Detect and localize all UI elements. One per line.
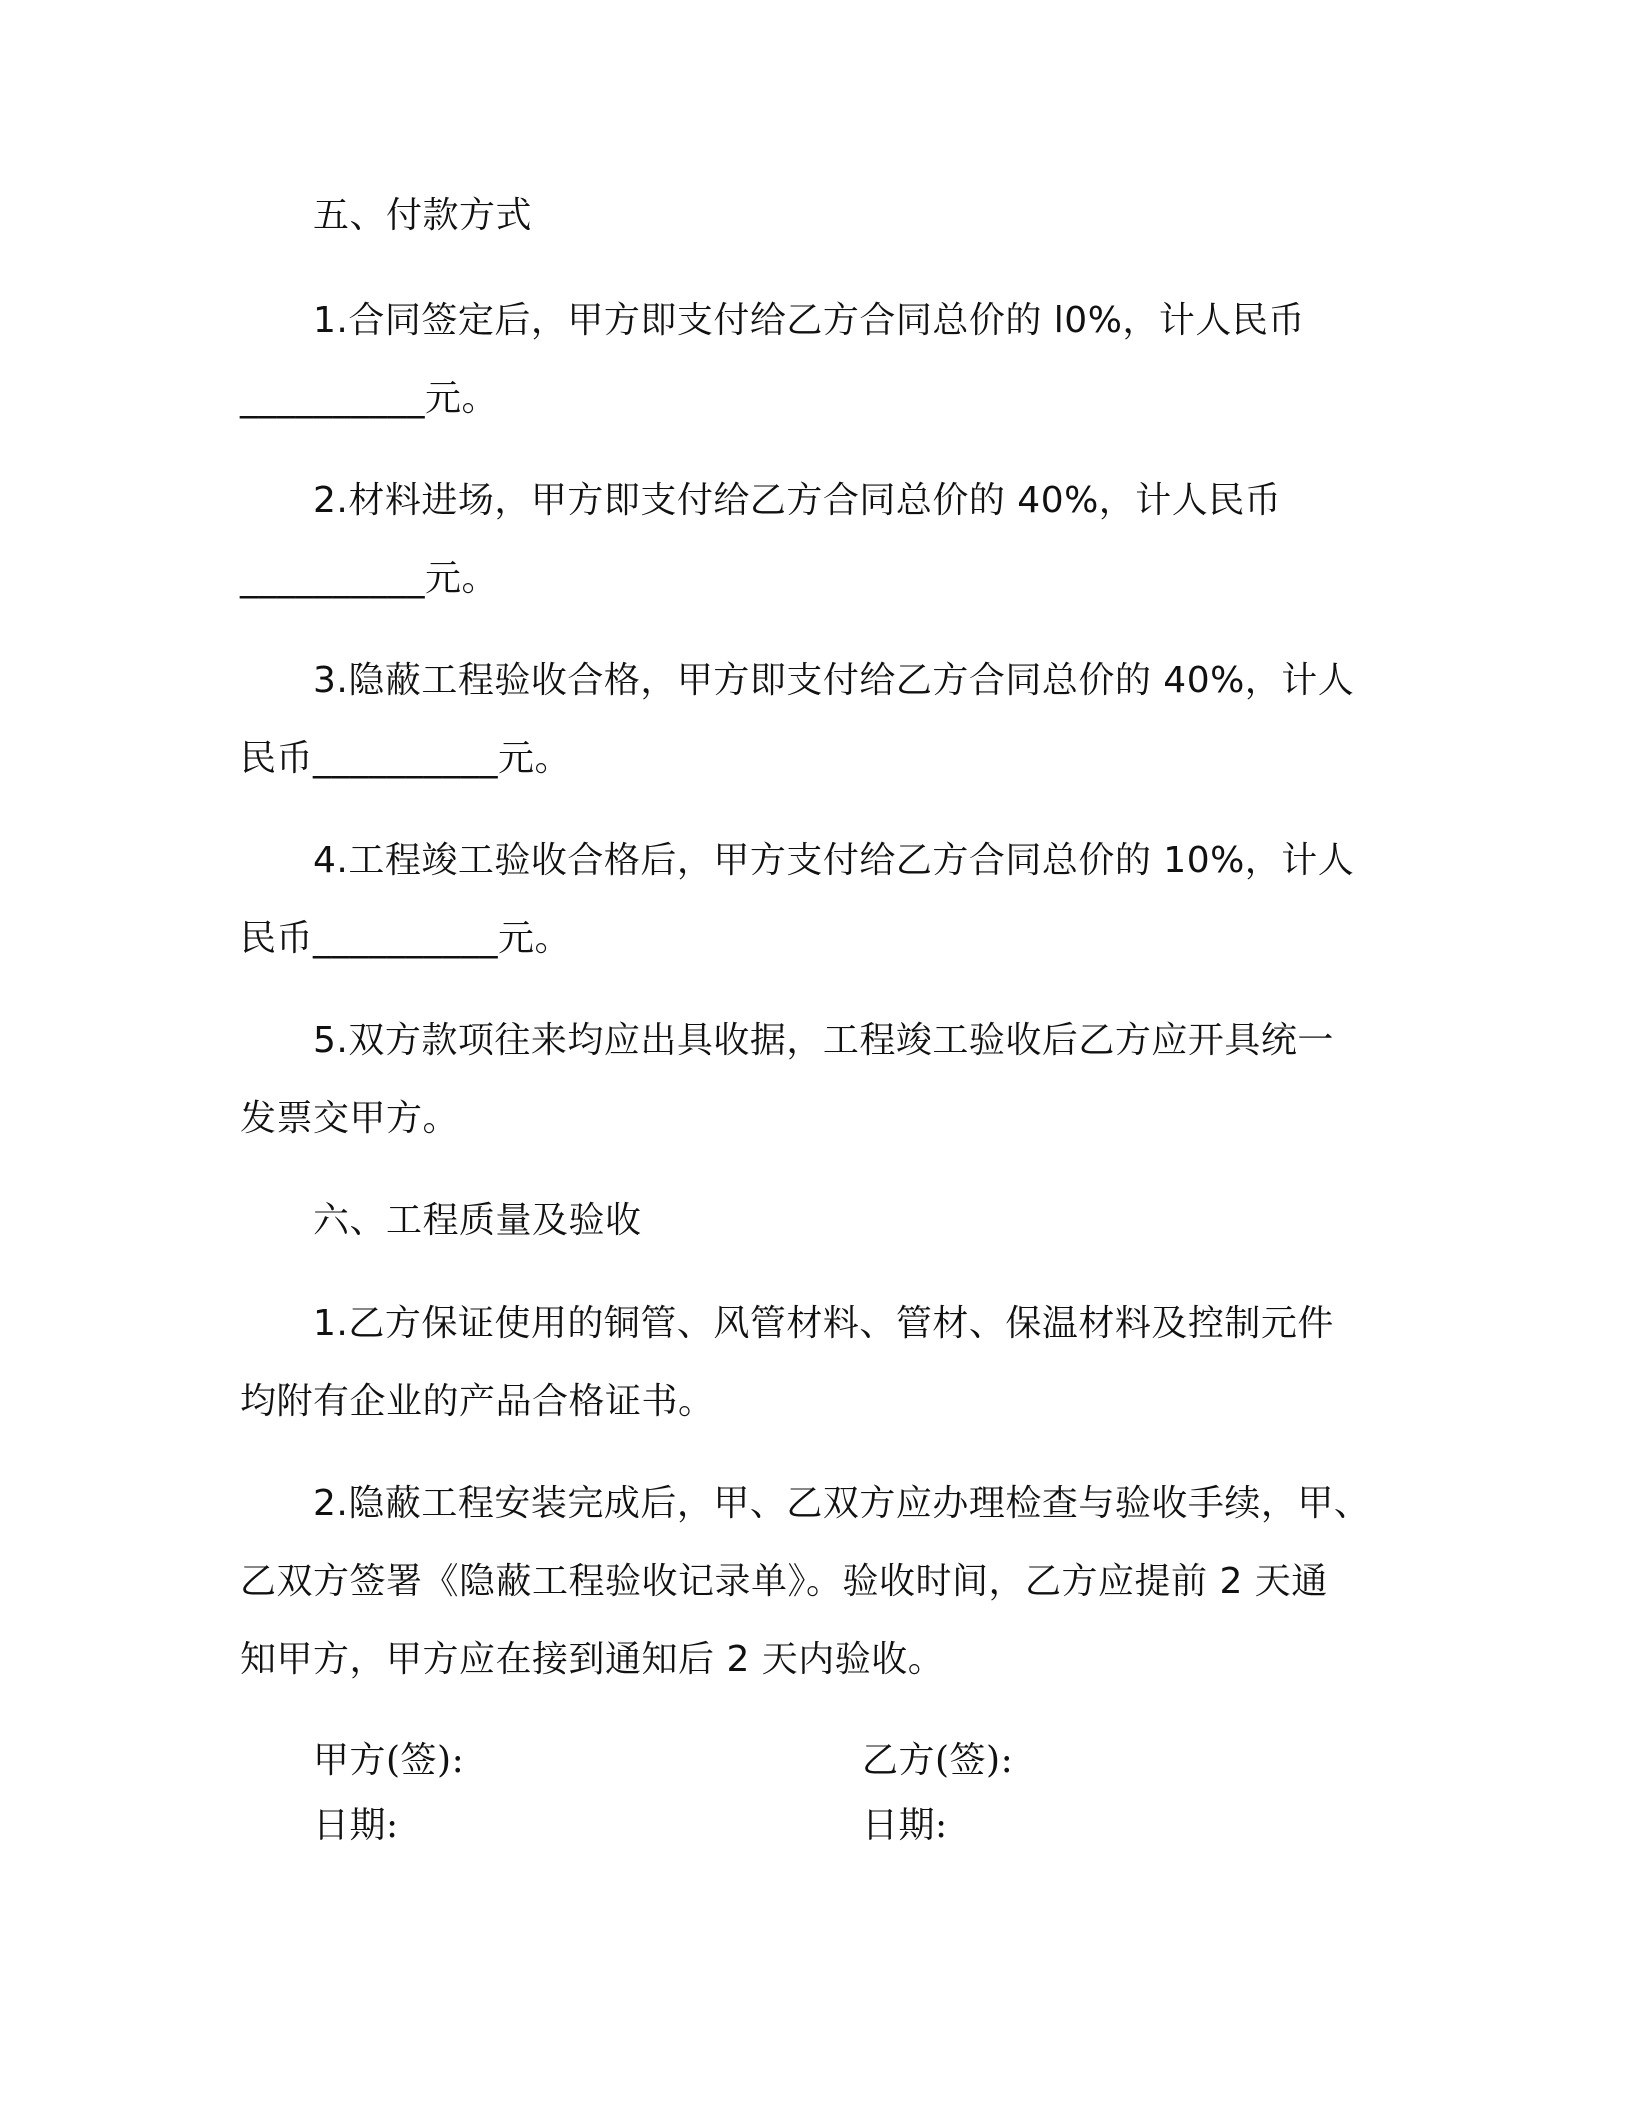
quality-clause-2-line-2: 乙双方签署《隐蔽工程验收记录单》。验收时间，乙方应提前 2 天通 <box>240 1561 1328 1602</box>
party-a-signature-label: 甲方(签): <box>313 1740 465 1781</box>
quality-clause-1-line-1: 1.乙方保证使用的铜管、风管材料、管材、保温材料及控制元件 <box>313 1303 1334 1344</box>
quality-clause-2-line-3: 知甲方，甲方应在接到通知后 2 天内验收。 <box>240 1639 945 1680</box>
payment-clause-2-line-1: 2.材料进场，甲方即支付给乙方合同总价的 40%，计人民币 <box>313 480 1282 521</box>
quality-clause-1-line-2: 均附有企业的产品合格证书。 <box>240 1381 715 1422</box>
quality-clause-2-line-1: 2.隐蔽工程安装完成后，甲、乙双方应办理检查与验收手续，甲、 <box>313 1483 1371 1524</box>
payment-clause-5-line-2: 发票交甲方。 <box>240 1098 460 1139</box>
payment-clause-4-line-1: 4.工程竣工验收合格后，甲方支付给乙方合同总价的 10%，计人 <box>313 840 1355 881</box>
payment-clause-3-line-2: 民币__________元。 <box>240 738 572 779</box>
party-a-date-label: 日期: <box>313 1805 399 1846</box>
payment-clause-1-line-2: __________元。 <box>240 378 499 419</box>
payment-clause-3-line-1: 3.隐蔽工程验收合格，甲方即支付给乙方合同总价的 40%，计人 <box>313 660 1355 701</box>
section-6-heading: 六、工程质量及验收 <box>313 1200 642 1241</box>
payment-clause-4-line-2: 民币__________元。 <box>240 918 572 959</box>
section-5-heading: 五、付款方式 <box>313 195 533 236</box>
payment-clause-5-line-1: 5.双方款项往来均应出具收据，工程竣工验收后乙方应开具统一 <box>313 1020 1334 1061</box>
payment-clause-1-line-1: 1.合同签定后，甲方即支付给乙方合同总价的 l0%，计人民币 <box>313 300 1305 341</box>
payment-clause-2-line-2: __________元。 <box>240 558 499 599</box>
party-b-signature-label: 乙方(签): <box>862 1740 1014 1781</box>
party-b-date-label: 日期: <box>862 1805 948 1846</box>
